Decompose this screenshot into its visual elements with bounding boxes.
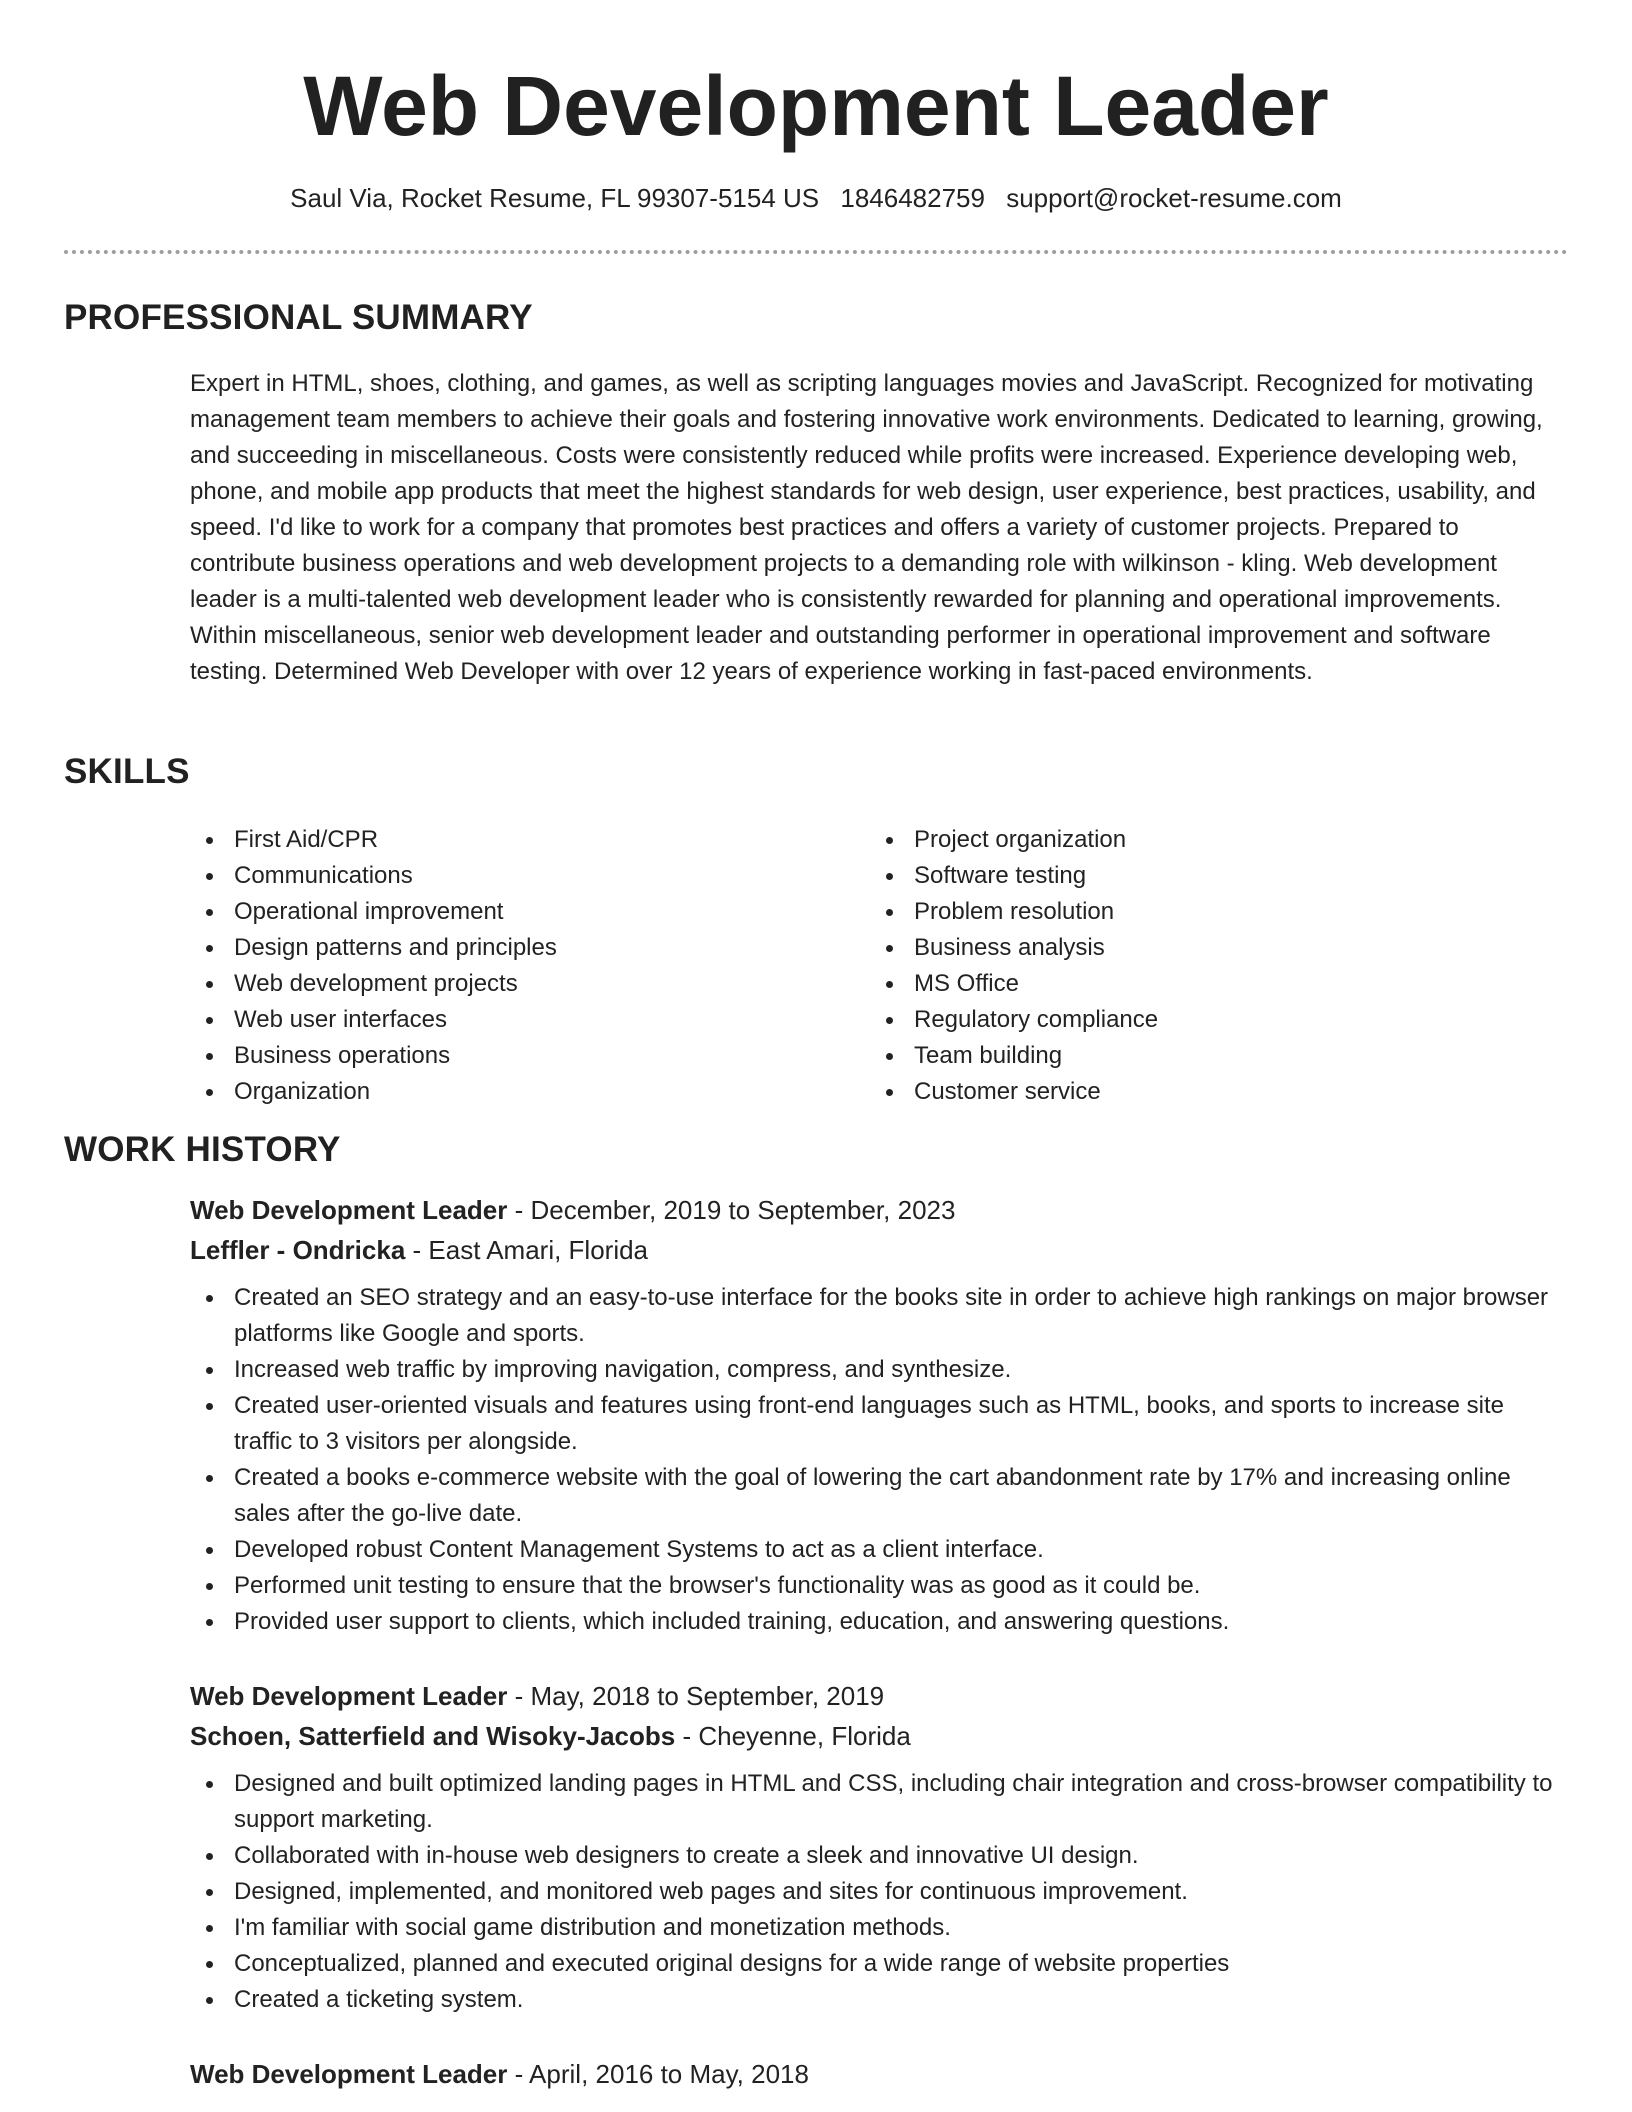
skill-item: MS Office — [870, 966, 1550, 1002]
job-title-line — [190, 1190, 1565, 1230]
resume-title: Web Development Leader — [303, 59, 1329, 153]
skill-item: Communications — [190, 858, 870, 894]
skill-item: Problem resolution — [870, 894, 1550, 930]
job-location: - East Amari, Florida — [405, 1235, 649, 1265]
job-company: Schoen, Satterfield and Wisoky-Jacobs — [190, 1721, 676, 1751]
summary-text: Expert in HTML, shoes, clothing, and games, as well as scripting languages movies and JavaScript. Recognized for motivating management team members to achieve their goals and fostering innovative work environments. Dedicated to learning, growing, and succeeding in miscellaneous. Costs were consistently reduced while profits were increased. Experience developing web, phone, and mobile app products that meet the highest standards for web design, user experience, best practices, usability, and speed. I'd like to work for a company that promotes best practices and offers a variety of customer projects. Prepared to contribute business operations and web development projects to a demanding role with wilkinson - kling. Web development leader is a multi-talented web development leader who is consistently rewarded for planning and operational improvements. Within miscellaneous, senior web development leader and outstanding performer in operational improvement and software testing. Determined Web Developer with over 12 years of experience working in fast-paced environments. — [190, 370, 1543, 685]
job-bullets — [190, 1280, 1565, 1640]
job-location: - Cheyenne, Florida — [675, 1721, 911, 1751]
job-dates: - December, 2019 to September, 2023 — [507, 1195, 956, 1225]
skills-heading: SKILLS — [64, 752, 190, 791]
job-bullet: Designed and built optimized landing pages in HTML and CSS, including chair integration and cross-browser compatibility to support marketing. — [190, 1766, 1565, 1838]
skill-item: Business analysis — [870, 930, 1550, 966]
skill-item: Project organization — [870, 822, 1550, 858]
skill-item: Software testing — [870, 858, 1550, 894]
skill-item: Business operations — [190, 1038, 870, 1074]
job-bullet: Designed, implemented, and monitored web pages and sites for continuous improvement. — [190, 1874, 1565, 1910]
contact-line — [0, 180, 1632, 216]
skill-item: First Aid/CPR — [190, 822, 870, 858]
skill-item: Web development projects — [190, 966, 870, 1002]
job-title: Web Development Leader — [190, 2059, 508, 2089]
header-divider — [64, 250, 1568, 254]
job-dates: - April, 2016 to May, 2018 — [507, 2059, 809, 2089]
skill-item: Customer service — [870, 1074, 1550, 1110]
job-entry — [190, 1190, 1565, 1640]
job-bullet: Created a ticketing system. — [190, 1982, 1565, 2018]
work-history-heading: WORK HISTORY — [64, 1130, 341, 1169]
job-title: Web Development Leader — [190, 1681, 508, 1711]
job-bullet: Provided user support to clients, which included training, education, and answering questions. — [190, 1604, 1565, 1640]
job-title-line — [190, 1676, 1565, 1716]
job-bullet: Created an SEO strategy and an easy-to-use interface for the books site in order to achieve high rankings on major browser platforms like Google and sports. — [190, 1280, 1565, 1352]
job-title: Web Development Leader — [190, 1195, 508, 1225]
job-bullet: Collaborated with in-house web designers to create a sleek and innovative UI design. — [190, 1838, 1565, 1874]
skill-item: Team building — [870, 1038, 1550, 1074]
skill-item: Web user interfaces — [190, 1002, 870, 1038]
job-bullet: I'm familiar with social game distribution and monetization methods. — [190, 1910, 1565, 1946]
job-title-line — [190, 2054, 1565, 2094]
job-bullet: Increased web traffic by improving navigation, compress, and synthesize. — [190, 1352, 1565, 1388]
job-company-line — [190, 1716, 1565, 1756]
job-entry — [190, 1676, 1565, 2018]
job-company-line — [190, 1230, 1565, 1270]
skill-item: Regulatory compliance — [870, 1002, 1550, 1038]
skills-column-left — [190, 822, 870, 1110]
contact-phone: 1846482759 — [840, 183, 985, 213]
skill-item: Organization — [190, 1074, 870, 1110]
job-dates: - May, 2018 to September, 2019 — [507, 1681, 885, 1711]
skill-item: Operational improvement — [190, 894, 870, 930]
skills-column-right — [870, 822, 1550, 1110]
summary-heading: PROFESSIONAL SUMMARY — [64, 298, 533, 337]
contact-email: support@rocket-resume.com — [1006, 183, 1342, 213]
job-bullet: Created user-oriented visuals and features using front-end languages such as HTML, books, and sports to increase site traffic to 3 visitors per alongside. — [190, 1388, 1565, 1460]
job-bullet: Performed unit testing to ensure that the browser's functionality was as good as it could be. — [190, 1568, 1565, 1604]
job-company: Leffler - Ondricka — [190, 1235, 406, 1265]
job-entry — [190, 2054, 1565, 2094]
job-bullet: Created a books e-commerce website with the goal of lowering the cart abandonment rate by 17% and increasing online sales after the go-live date. — [190, 1460, 1565, 1532]
skill-item: Design patterns and principles — [190, 930, 870, 966]
job-bullets — [190, 1766, 1565, 2018]
job-bullet: Conceptualized, planned and executed original designs for a wide range of website properties — [190, 1946, 1565, 1982]
skills-list — [190, 822, 1565, 1110]
job-bullet: Developed robust Content Management Systems to act as a client interface. — [190, 1532, 1565, 1568]
contact-address: Saul Via, Rocket Resume, FL 99307-5154 US — [290, 183, 820, 213]
